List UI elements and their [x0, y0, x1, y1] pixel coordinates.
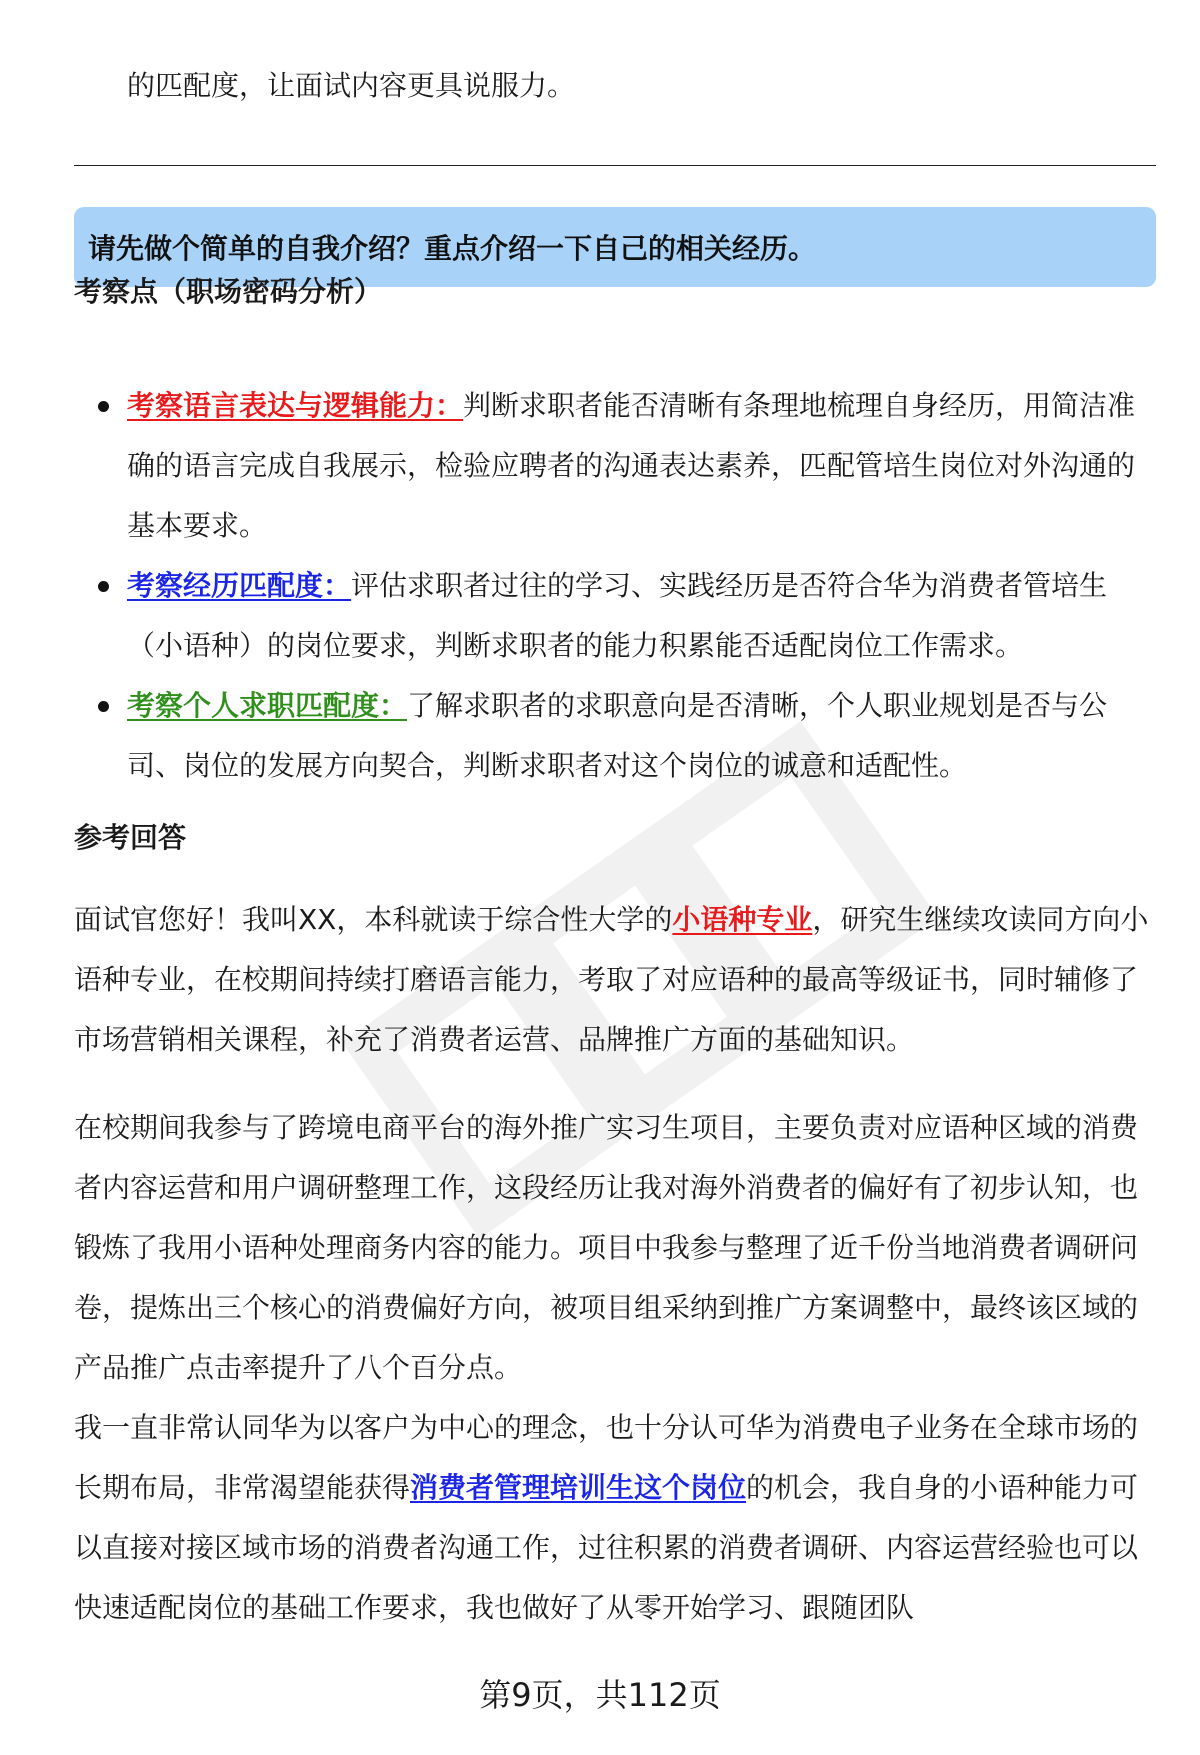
answer-paragraph-2: 在校期间我参与了跨境电商平台的海外推广实习生项目，主要负责对应语种区域的消费者内容运营和用户调研整理工作，这段经历让我对海外消费者的偏好有了初步认知，也锻炼了我用小语种处理商务内容的能力。项目中我参与整理了近千份当地消费者调研问卷，提炼出三个核心的消费偏好方向，被项目组采纳到推广方案调整中，最终该区域的产品推广点击率提升了八个百分点。 — [74, 1111, 1139, 1384]
analysis-item-text: 评估求职者过往的学习、实践经历是否符合华为消费者管培生（小语种）的岗位要求，判断求职者的能力积累能否适配岗位工作需求。 — [127, 569, 1108, 662]
page-number: 第9页，共112页 — [479, 1676, 721, 1714]
answer-p3-highlight: 消费者管理培训生这个岗位 — [410, 1471, 747, 1504]
bullet-icon — [98, 701, 109, 712]
analysis-item-tag: 考察经历匹配度： — [127, 569, 352, 602]
answer-p1-after: ，研究生继续攻读同方向小语种专业，在校期间持续打磨语言能力，考取了对应语种的最高等级证书，同时辅修了市场营销相关课程，补充了消费者运营、品牌推广方面的基础知识。 — [74, 903, 1149, 1056]
analysis-item-text: 了解求职者的求职意向是否清晰，个人职业规划是否与公司、岗位的发展方向契合，判断求职者对这个岗位的诚意和适配性。 — [127, 689, 1108, 782]
continuation-text: 的匹配度，让面试内容更具说服力。 — [127, 69, 576, 102]
answer-p3-before: 我一直非常认同华为以客户为中心的理念，也十分认可华为消费电子业务在全球市场的长期布局，非常渴望能获得 — [74, 1411, 1139, 1504]
bullet-icon — [98, 401, 109, 412]
bullet-icon — [98, 581, 109, 592]
analysis-item-tag: 考察个人求职匹配度： — [127, 689, 408, 722]
answer-paragraph-1 — [74, 890, 1156, 1070]
section-divider — [74, 165, 1156, 166]
answer-paragraph-3 — [74, 1398, 1156, 1638]
analysis-item — [74, 556, 1156, 676]
analysis-item — [74, 676, 1156, 796]
analysis-heading: 考察点（职场密码分析） — [74, 275, 383, 308]
answer-heading: 参考回答 — [74, 821, 187, 854]
question-text: 请先做个简单的自我介绍？重点介绍一下自己的相关经历。 — [88, 232, 817, 265]
answer-p1-highlight: 小语种专业 — [672, 903, 813, 936]
analysis-item-tag: 考察语言表达与逻辑能力： — [127, 389, 464, 422]
analysis-item-text: 判断求职者能否清晰有条理地梳理自身经历，用简洁准确的语言完成自我展示，检验应聘者的沟通表达素养，匹配管培生岗位对外沟通的基本要求。 — [127, 389, 1136, 542]
analysis-item — [74, 376, 1156, 556]
analysis-list — [74, 376, 1156, 796]
answer-p1-before: 面试官您好！我叫XX，本科就读于综合性大学的 — [74, 903, 673, 936]
answer-p3-after: 的机会，我自身的小语种能力可以直接对接区域市场的消费者沟通工作，过往积累的消费者调研、内容运营经验也可以快速适配岗位的基础工作要求，我也做好了从零开始学习、跟随团队 — [74, 1471, 1139, 1624]
